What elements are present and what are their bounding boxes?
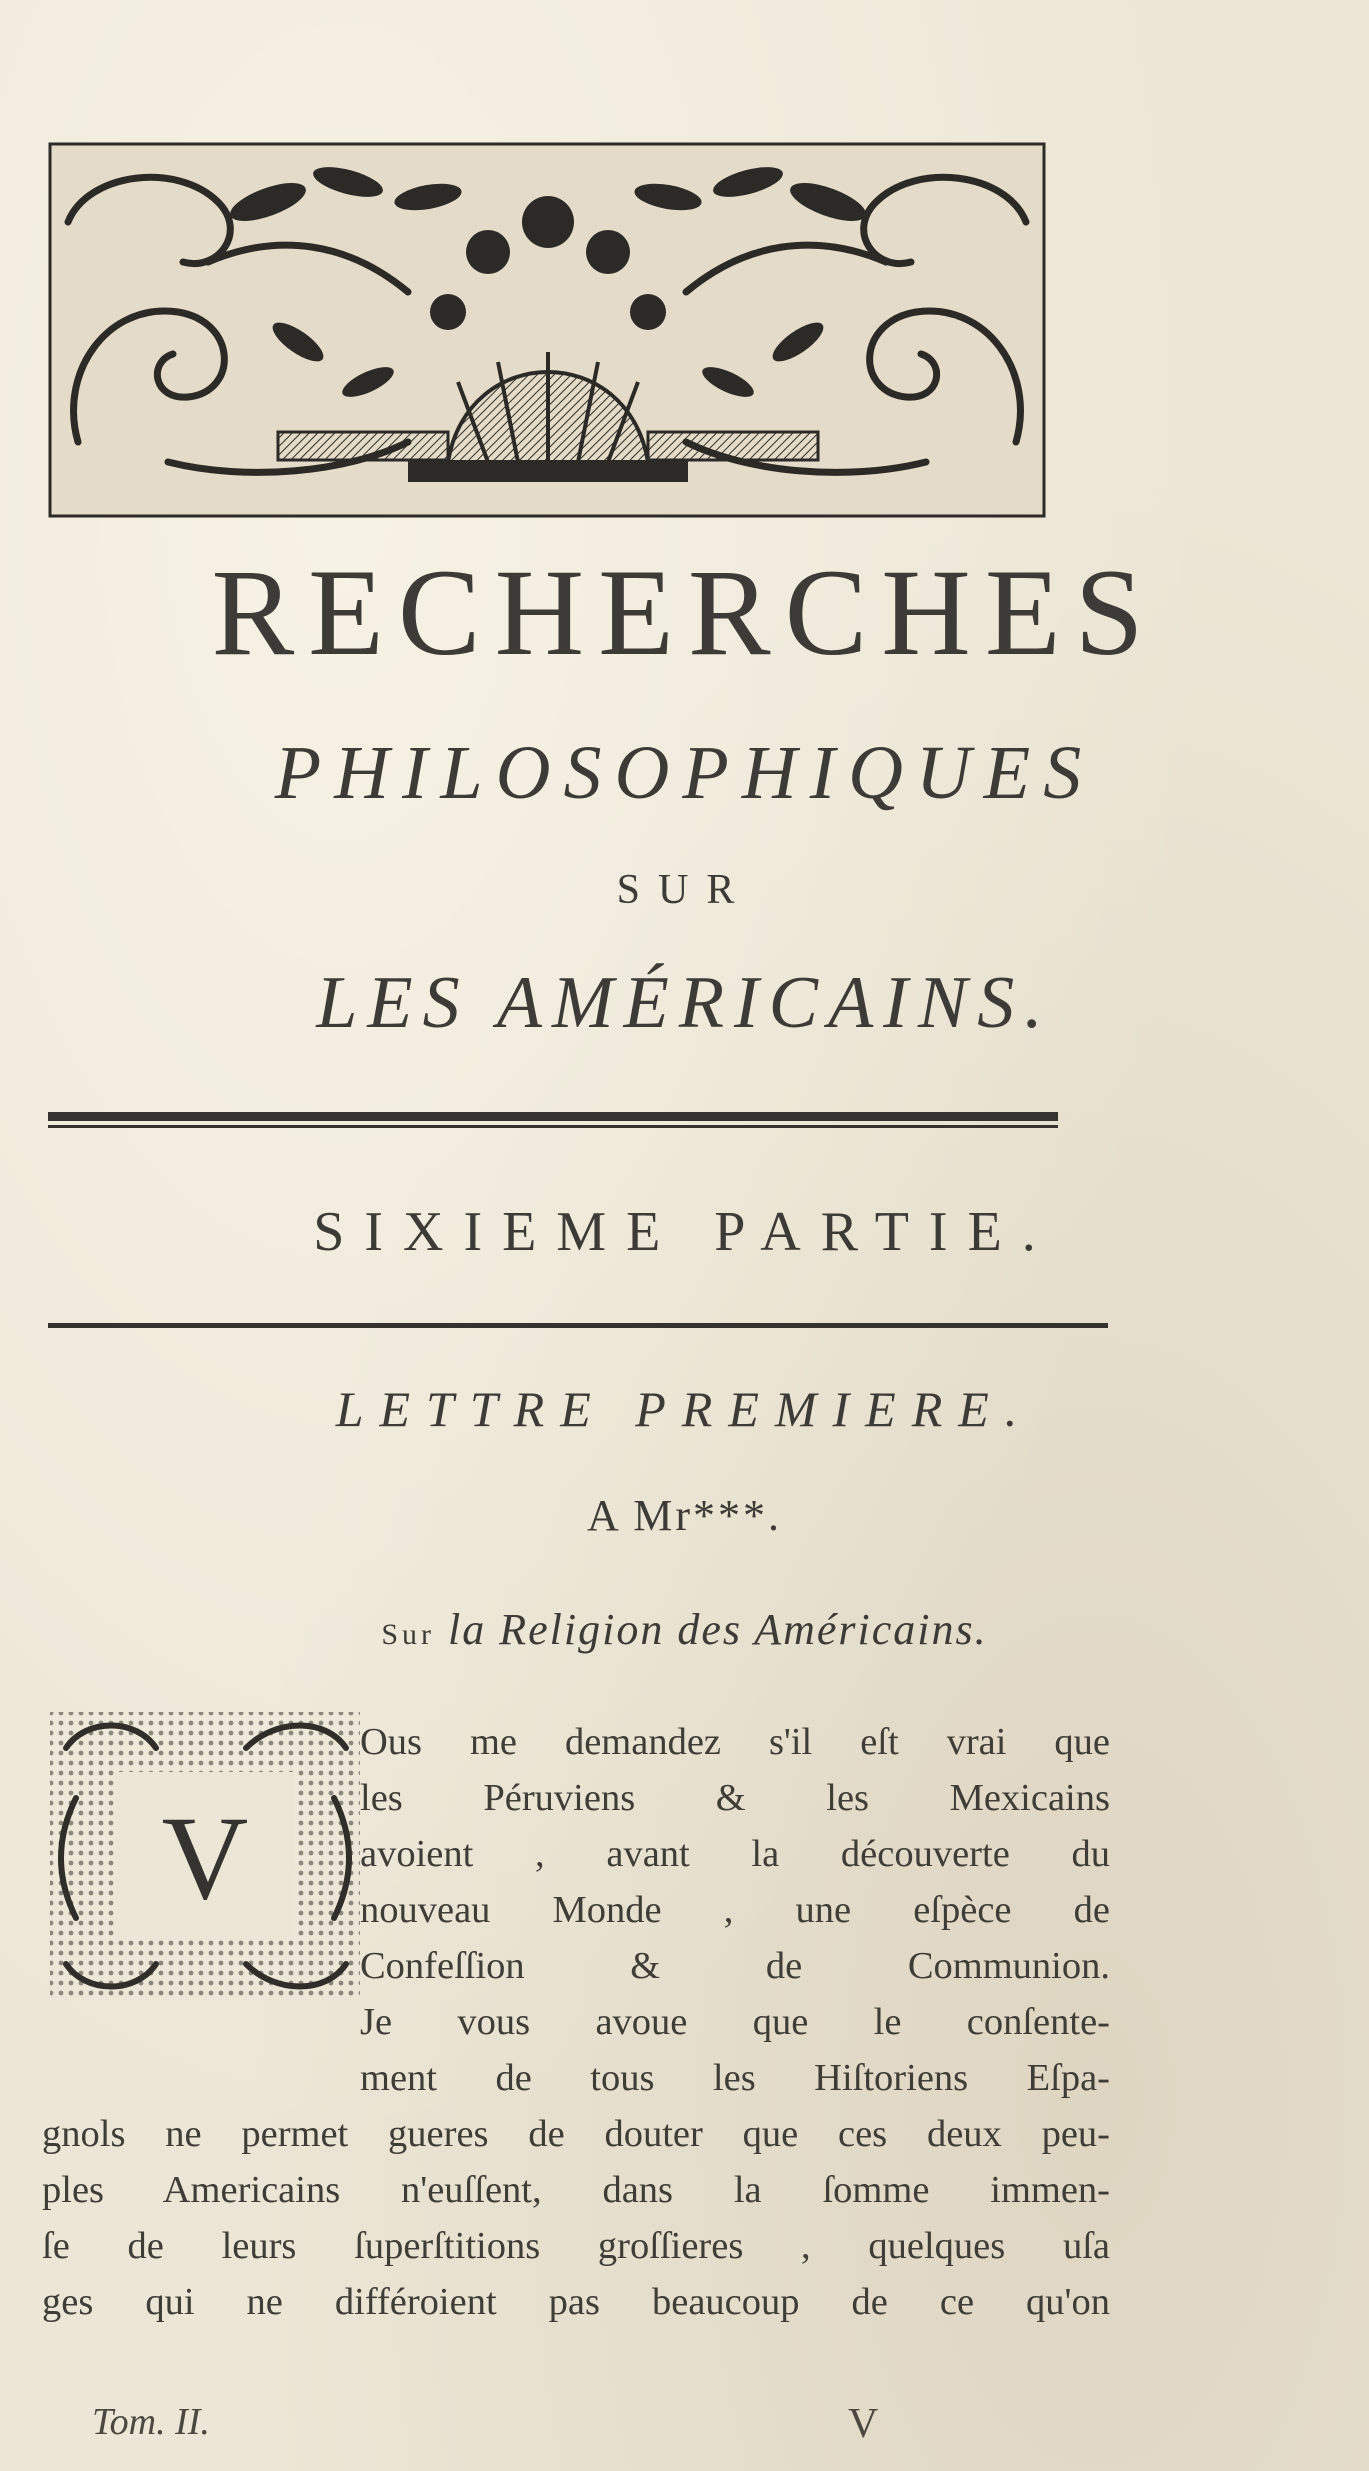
body-line: les Péruviens & les Mexicains <box>360 1777 1110 1819</box>
part-heading: SIXIEME PARTIE. <box>313 1201 1056 1263</box>
body-line: gnols ne permet gueres de douter que ces deux peu- <box>42 2113 1110 2155</box>
body-line: avoient , avant la découverte du <box>360 1833 1110 1875</box>
letter-heading: LETTRE PREMIERE. <box>335 1381 1034 1437</box>
addressee-line: A Mr***. <box>586 1491 783 1540</box>
single-rule-divider <box>48 1318 1108 1328</box>
dropcap-letter: V <box>161 1791 249 1924</box>
title-line-1: RECHERCHES <box>211 544 1158 681</box>
signature-mark: V <box>848 2401 879 2447</box>
dropcap-ornament <box>46 1708 364 2004</box>
double-rule-divider <box>48 1110 1058 1132</box>
body-line: ples Americains n'euſſent, dans la ſomme immen- <box>42 2169 1110 2211</box>
subject-small-caps: Sur <box>381 1618 436 1651</box>
title-line-4: LES AMÉRICAINS. <box>316 962 1053 1044</box>
headpiece-ornament <box>48 142 1046 518</box>
body-line: ges qui ne différoient pas beaucoup de ce qu'on <box>42 2281 1110 2323</box>
title-line-2: PHILOSOPHIQUES <box>274 731 1095 815</box>
body-line: ment de tous les Hiſtoriens Eſpa- <box>360 2057 1110 2099</box>
body-line: nouveau Monde , une eſpèce de <box>360 1889 1110 1931</box>
body-line: Confeſſion & de Communion. <box>360 1945 1110 1987</box>
body-line: Je vous avoue que le conſente- <box>360 2001 1110 2043</box>
subject-line <box>0 1604 1369 1655</box>
body-line: ſe de leurs ſuperſtitions groſſieres , quelques uſa <box>42 2225 1110 2267</box>
volume-mark: Tom. II. <box>92 2401 210 2443</box>
body-line: Ous me demandez s'il eſt vrai que <box>360 1721 1110 1763</box>
subject-rest: la Religion des Américains. <box>435 1605 988 1654</box>
title-line-3: SUR <box>616 867 753 913</box>
